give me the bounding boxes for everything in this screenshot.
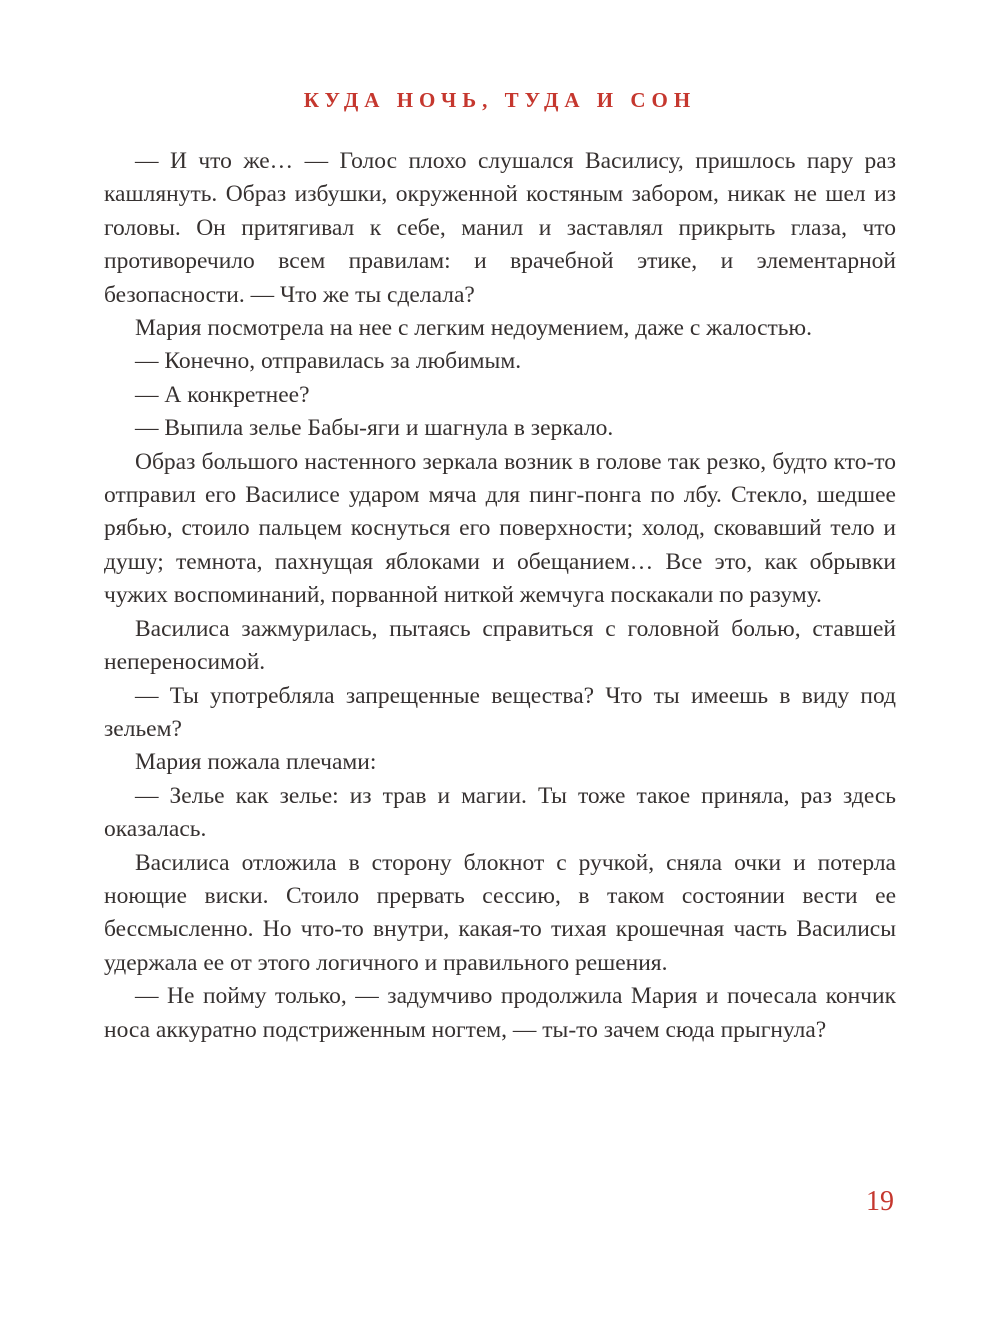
paragraph: — И что же… — Голос плохо слушался Василису, пришлось пару раз кашлянуть. Образ избушки, окруженной костяным забором, никак не шел из головы. Он притягивал к себе, манил и заставлял прикрыть глаза, что противоречило всем правилам: и врачебной этике, и элементарной безопасности. — Что же ты сделала? (104, 148, 896, 308)
paragraph: Мария пожала плечами: (135, 749, 377, 776)
page-number: 19 (866, 1186, 894, 1217)
text-block (104, 145, 896, 1047)
paragraph: Образ большого настенного зеркала возник в голове так резко, будто кто-то отправил его Василисе ударом мяча для пинг-понга по лбу. Стекло, шедшее рябью, стоило пальцем коснуться его поверхности; холод, сковавший тело и душу; темнота, пахнущая яблоками и обещанием… Все это, как обрывки чужих воспоминаний, порванной ниткой жемчуга поскакали по разуму. (104, 448, 896, 609)
paragraph: — А конкретнее? (135, 381, 310, 408)
paragraph: Мария посмотрела на нее с легким недоумением, даже с жалостью. (135, 315, 812, 342)
paragraph: — Выпила зелье Бабы-яги и шагнула в зеркало. (135, 415, 614, 442)
paragraph: — Ты употребляла запрещенные вещества? Что ты имеешь в виду под зельем? (104, 682, 896, 742)
chapter-title: КУДА НОЧЬ, ТУДА И СОН (303, 88, 697, 112)
paragraph: — Не пойму только, — задумчиво продолжила Мария и почесала кончик носа аккуратно подстриженным ногтем, — ты-то зачем сюда прыгнула? (104, 983, 896, 1043)
paragraph: — Зелье как зелье: из трав и магии. Ты тоже такое приняла, раз здесь оказалась. (104, 782, 896, 843)
paragraph: Василиса зажмурилась, пытаясь справиться с головной болью, ставшей непереносимой. (104, 615, 896, 676)
paragraph: Василиса отложила в сторону блокнот с ручкой, сняла очки и потерла ноющие виски. Стоило прервать сессию, в таком состоянии вести ее бессмысленно. Но что-то внутри, какая-то тихая крошечная часть Василисы удержала ее от этого логичного и правильного решения. (104, 849, 896, 976)
paragraph: — Конечно, отправилась за любимым. (135, 348, 522, 375)
